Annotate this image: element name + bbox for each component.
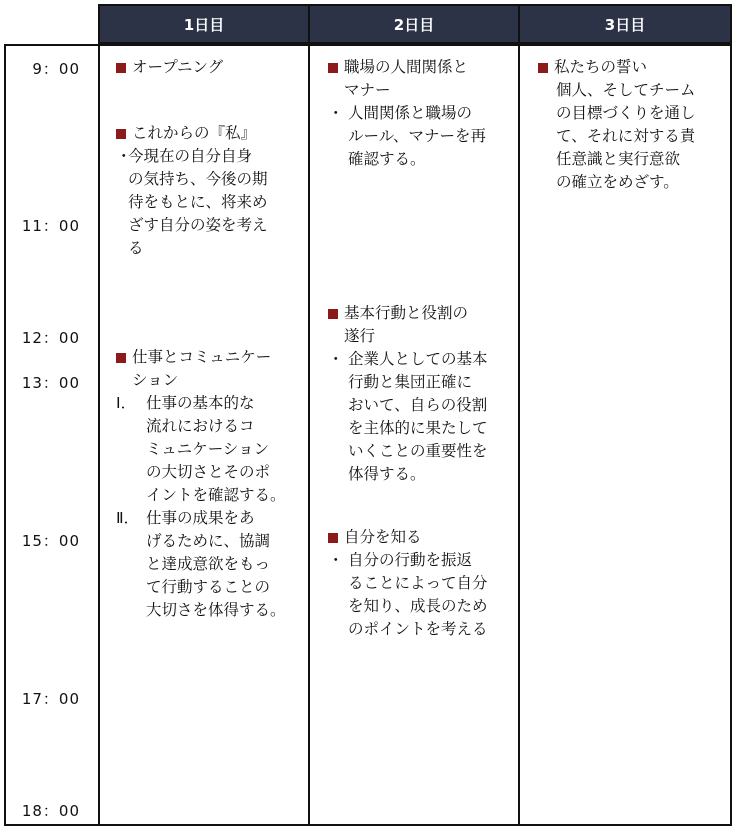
description-line: のポイントを考える <box>348 620 488 638</box>
description-line: 確認する。 <box>348 150 426 168</box>
day1-session-communication <box>116 346 306 622</box>
bullet-marker: ・ <box>328 551 344 569</box>
square-marker-icon <box>538 63 548 73</box>
square-marker-icon <box>328 533 338 543</box>
session-title-cont: 遂行 <box>344 327 376 345</box>
time-label: 15：00 <box>21 532 80 550</box>
description-line: いくことの重要性を <box>348 442 488 460</box>
description-line: 自分の行動を振返 <box>348 551 473 569</box>
description-line: 今現在の自分自身 <box>128 147 253 165</box>
roman-marker: Ⅱ． <box>116 509 140 527</box>
day2-session-self-knowledge <box>328 526 516 641</box>
description-line: 待をもとに、将来め <box>128 193 268 211</box>
description-line: 仕事の成果をあ <box>146 509 255 527</box>
description-line: を主体的に果たして <box>348 419 488 437</box>
time-label: 18：00 <box>21 802 80 820</box>
description-line: 個人、そしてチーム <box>556 81 696 99</box>
day3-session-pledge <box>538 56 728 194</box>
description-line: の大切さとそのポ <box>146 463 271 481</box>
session-title: オープニング <box>132 58 224 76</box>
grid-line-col2 <box>308 44 310 826</box>
time-label: 13：00 <box>21 374 80 392</box>
grid-line-col3 <box>518 44 520 826</box>
description-line: て行動することの <box>146 578 271 596</box>
square-marker-icon <box>116 63 126 73</box>
description-line: ルール、マナーを再 <box>348 127 486 145</box>
time-label: 12：00 <box>21 329 80 347</box>
day1-session-future-self <box>116 122 306 260</box>
description-line: の気持ち、今後の期 <box>128 170 268 188</box>
description-line: げるために、協調 <box>146 532 271 550</box>
session-title-cont: マナー <box>344 81 391 99</box>
bullet-marker: ・ <box>328 350 344 368</box>
time-label: 9：00 <box>32 60 80 78</box>
description-line: おいて、自らの役割 <box>348 396 488 414</box>
time-label: 17：00 <box>21 690 80 708</box>
session-title: 職場の人間関係と <box>344 58 469 76</box>
square-marker-icon <box>116 129 126 139</box>
grid-line-top <box>4 44 732 46</box>
session-title: これからの『私』 <box>132 124 257 142</box>
description-line: を知り、成長のため <box>348 597 488 615</box>
session-title-cont: ション <box>132 371 179 389</box>
description-line: 企業人としての基本 <box>348 350 488 368</box>
header-day2: 2日目 <box>308 4 520 44</box>
description-line: の目標づくりを通し <box>556 104 696 122</box>
description-line: と達成意欲をもっ <box>146 555 271 573</box>
square-marker-icon <box>116 353 126 363</box>
grid-line-bottom <box>4 824 732 826</box>
session-title: 仕事とコミュニケー <box>132 348 272 366</box>
day2-session-roles <box>328 302 516 486</box>
description-line: ミュニケーション <box>146 440 270 458</box>
day2-session-relations <box>328 56 516 171</box>
description-line: 任意識と実行意欲 <box>556 150 681 168</box>
time-label: 11：00 <box>21 217 80 235</box>
session-title: 私たちの誓い <box>554 58 648 76</box>
description-line: の確立をめざす。 <box>556 173 679 191</box>
description-line: て、それに対する責 <box>556 127 696 145</box>
grid-line-col1 <box>98 44 100 826</box>
description-line: 行動と集団正確に <box>348 373 473 391</box>
square-marker-icon <box>328 63 338 73</box>
header-day3: 3日目 <box>518 4 732 44</box>
roman-marker: Ⅰ． <box>116 394 137 412</box>
description-line: 大切さを体得する。 <box>146 601 286 619</box>
description-line: 体得する。 <box>348 465 426 483</box>
grid-line-right <box>730 44 732 826</box>
description-line: 流れにおけるコ <box>146 417 255 435</box>
bullet-marker: ・ <box>328 104 344 122</box>
description-line: る <box>128 239 144 257</box>
session-title: 自分を知る <box>344 528 422 546</box>
day1-session-opening <box>116 56 306 79</box>
description-line: ざす自分の姿を考え <box>128 216 268 234</box>
bullet-marker: ・ <box>116 147 132 165</box>
description-line: ることによって自分 <box>348 574 488 592</box>
session-title: 基本行動と役割の <box>344 304 469 322</box>
description-line: 仕事の基本的な <box>146 394 255 412</box>
square-marker-icon <box>328 309 338 319</box>
header-day1: 1日目 <box>98 4 310 44</box>
description-line: イントを確認する。 <box>146 486 286 504</box>
description-line: 人間関係と職場の <box>348 104 473 122</box>
